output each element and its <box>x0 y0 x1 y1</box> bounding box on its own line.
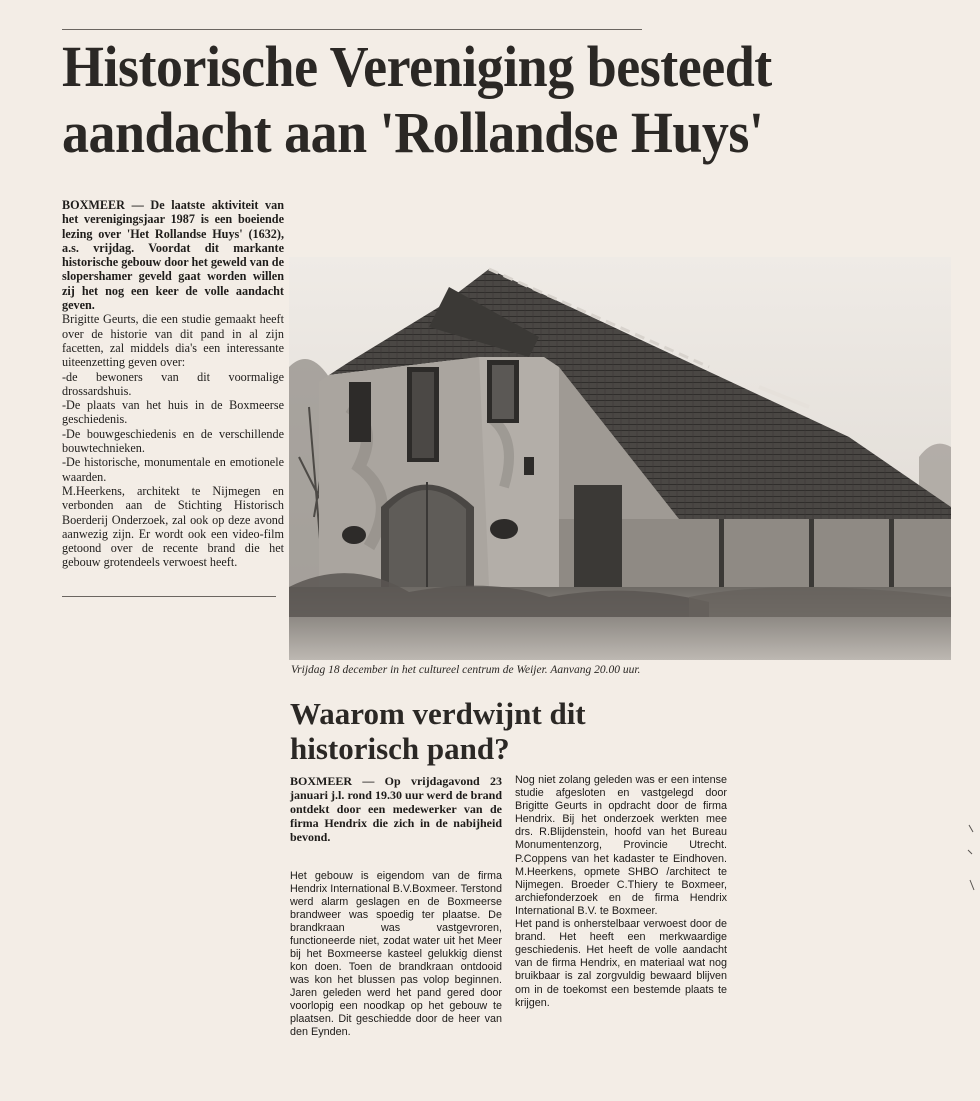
article2-headline-line-1: Waarom verdwijnt dit <box>290 696 586 731</box>
margin-marks <box>966 820 976 900</box>
building-photo <box>289 257 951 660</box>
article2-headline <box>290 696 710 766</box>
article2-headline-line-2: historisch pand? <box>290 731 510 766</box>
headline-line-1: Historische Vereniging besteedt <box>62 34 772 99</box>
headline-line-2: aandacht aan 'Rollandse Huys' <box>62 100 764 165</box>
article1-bullet-2: -De plaats van het huis in de Boxmeerse geschiedenis. <box>62 398 284 427</box>
article1-column <box>62 198 284 570</box>
article2-body-2: Nog niet zolang geleden was er een intense studie afgesloten en vastgelegd door Brigitte Geurts in opdracht door de firma Hendrix. Bij het onderzoek werkten mee drs. R.Blijdenstein, hoofd van het Bureau Monumentenzorg, Provincie Utrecht. P.Coppens van het kadaster te Eindhoven. M.Heerkens, opmete SHBO /architect te Nijmegen. Broeder C.Thiery te Boxmeer, archiefonderzoek en de firma Hendrix International B.V. te Boxmeer. <box>515 774 727 917</box>
article1-bullet-4: -De historische, monumentale en emotionele waarden. <box>62 455 284 484</box>
main-headline <box>62 34 899 166</box>
photo-caption: Vrijdag 18 december in het cultureel centrum de Weijer. Aanvang 20.00 uur. <box>291 664 641 676</box>
article1-bullet-1: -de bewoners van dit voormalige drossardshuis. <box>62 369 284 398</box>
article2-column-1 <box>290 774 502 1039</box>
article1-bullet-3: -De bouwgeschiedenis en de verschillende bouwtechnieken. <box>62 426 284 456</box>
article1-lead: BOXMEER — De laatste aktiviteit van het verenigingsjaar 1987 is een boeiende lezing over 'Het Rollandse Huys' (1632), a.s. vrijdag. Voordat dit markante historische gebouw door het geweld van de slopershamer geveld gaat worden willen zij het nog een keer de volle aandacht geven. <box>62 198 284 313</box>
article1-paragraph-1: Brigitte Geurts, die een studie gemaakt heeft over de historie van dit pand in al zijn facetten, zal middels dia's een interessante uiteenzetting geven over: <box>62 312 284 370</box>
top-rule <box>62 29 642 30</box>
article2-lead: BOXMEER — Op vrijdagavond 23 januari j.l. rond 19.30 uur werd de brand ontdekt door een medewerker van de firma Hendrix die zich in de nabijheid bevond. <box>290 774 502 844</box>
farmhouse-illustration <box>289 257 951 660</box>
column-end-rule <box>62 596 276 597</box>
article2-body-1: Het gebouw is eigendom van de firma Hendrix International B.V.Boxmeer. Terstond werd alarm geslagen en de Boxmeerse brandweer was spoedig ter plaatse. De brandkraan was vastgevroren, functioneerde niet, zodat water uit het Meer bij het Boxmeerse kasteel gelukkig dienst kon doen. Toen de brandkraan ontdooid was kon het blussen pas volop beginnen. Jaren geleden werd het pand gered door voorlopig een noodkap op het gebouw te plaatsen. Dit geschiedde door de heer van den Eynden. <box>290 870 502 1038</box>
article2-column-2 <box>515 774 727 1010</box>
article1-paragraph-2: M.Heerkens, architekt te Nijmegen en verbonden aan de Stichting Historisch Boerderij Onderzoek, zal ook op deze avond aanwezig zijn. Er wordt ook een video-film getoond over de recente brand die het gebouw grotendeels verwoest heeft. <box>62 483 284 570</box>
article2-body-3: Het pand is onherstelbaar verwoest door de brand. Het heeft een merkwaardige geschiedenis. Het heeft de volle aandacht van de firma Hendrix, en materiaal wat nog bruikbaar is zal zorgvuldig bewaard blijven om in de toekomst een bestemde plaats te krijgen. <box>515 918 727 1009</box>
